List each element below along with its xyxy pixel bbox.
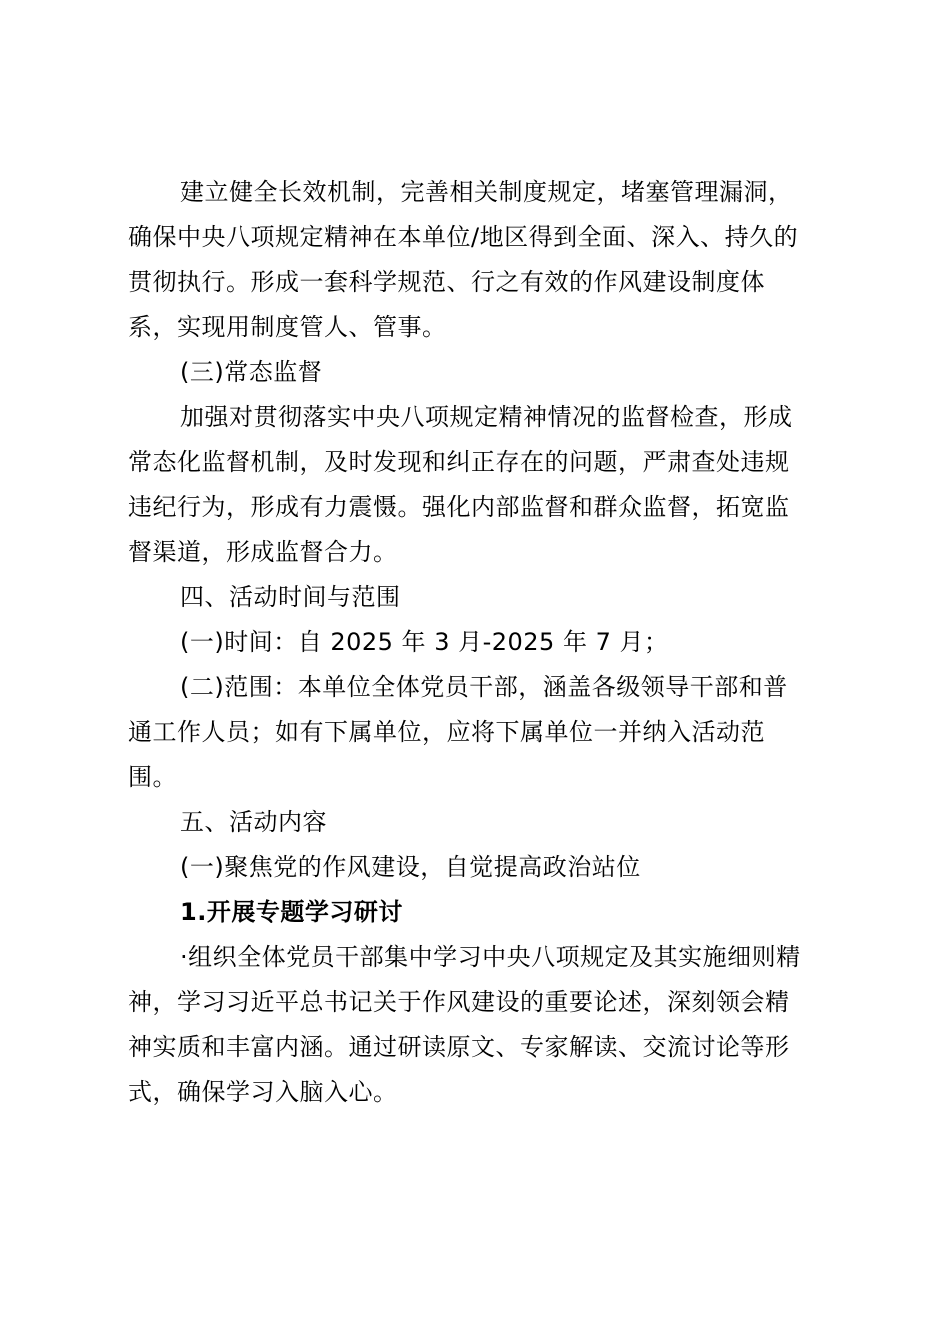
text-line: 常态化监督机制，及时发现和纠正存在的问题，严肃查处违规 <box>128 448 790 476</box>
text-line: 围。 <box>128 763 177 791</box>
heading-activity-content: 五、活动内容 <box>180 808 327 836</box>
paragraph-time: (一)时间：自 2025 年 3 月-2025 年 7 月； <box>180 628 669 656</box>
text-line: 建立健全长效机制，完善相关制度规定，堵塞管理漏洞， <box>180 178 793 206</box>
subheading-focus-style: (一)聚焦党的作风建设，自觉提高政治站位 <box>180 853 641 881</box>
text-line: 加强对贯彻落实中央八项规定精神情况的监督检查，形成 <box>180 403 793 431</box>
paragraph-study-organization <box>128 935 828 1115</box>
text-line: 神实质和丰富内涵。通过研读原文、专家解读、交流讨论等形 <box>128 1033 790 1061</box>
text-line: 确保中央八项规定精神在本单位/地区得到全面、深入、持久的 <box>128 223 799 251</box>
paragraph-long-term-mechanism <box>128 170 828 350</box>
text-line: 神，学习习近平总书记关于作风建设的重要论述，深刻领会精 <box>128 988 790 1016</box>
heading-normal-supervision: (三)常态监督 <box>180 358 323 386</box>
document-body <box>128 170 828 1115</box>
text-line: (二)范围：本单位全体党员干部，涵盖各级领导干部和普 <box>180 673 788 701</box>
paragraph-scope <box>128 665 828 800</box>
text-line: 式，确保学习入脑入心。 <box>128 1078 398 1106</box>
paragraph-supervision <box>128 395 828 575</box>
subheading-special-study: 1.开展专题学习研讨 <box>180 898 403 926</box>
text-line: 贯彻执行。形成一套科学规范、行之有效的作风建设制度体 <box>128 268 765 296</box>
heading-time-and-scope: 四、活动时间与范围 <box>180 583 401 611</box>
text-line: 督渠道，形成监督合力。 <box>128 538 398 566</box>
text-line: ·组织全体党员干部集中学习中央八项规定及其实施细则精 <box>180 943 801 971</box>
text-line: 系，实现用制度管人、管事。 <box>128 313 447 341</box>
text-line: 违纪行为，形成有力震慑。强化内部监督和群众监督，拓宽监 <box>128 493 790 521</box>
text-line: 通工作人员；如有下属单位，应将下属单位一并纳入活动范 <box>128 718 765 746</box>
